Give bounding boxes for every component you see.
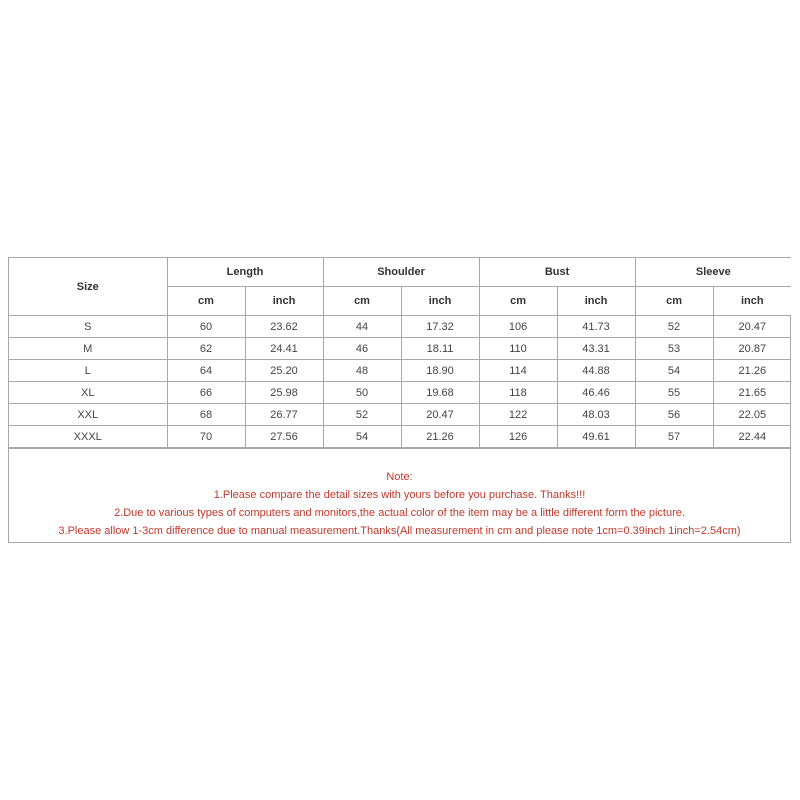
sleeve-inch-header: inch: [713, 287, 791, 316]
length-group-header: Length: [167, 258, 323, 287]
table-row: [9, 360, 791, 382]
table-row: [9, 404, 791, 426]
value-cell: 68: [167, 404, 245, 426]
value-cell: 25.20: [245, 360, 323, 382]
value-cell: 46: [323, 338, 401, 360]
value-cell: 46.46: [557, 382, 635, 404]
value-cell: 60: [167, 316, 245, 338]
value-cell: 114: [479, 360, 557, 382]
value-cell: 52: [323, 404, 401, 426]
size-chart: [8, 257, 791, 543]
sleeve-cm-header: cm: [635, 287, 713, 316]
length-inch-header: inch: [245, 287, 323, 316]
value-cell: 20.87: [713, 338, 791, 360]
value-cell: 48: [323, 360, 401, 382]
value-cell: 25.98: [245, 382, 323, 404]
shoulder-group-header: Shoulder: [323, 258, 479, 287]
value-cell: 53: [635, 338, 713, 360]
note-title: Note:: [386, 471, 413, 483]
value-cell: 54: [635, 360, 713, 382]
value-cell: 54: [323, 426, 401, 448]
size-cell: M: [9, 338, 167, 360]
value-cell: 19.68: [401, 382, 479, 404]
bust-group-header: Bust: [479, 258, 635, 287]
value-cell: 27.56: [245, 426, 323, 448]
value-cell: 21.26: [713, 360, 791, 382]
value-cell: 22.05: [713, 404, 791, 426]
value-cell: 49.61: [557, 426, 635, 448]
size-cell: S: [9, 316, 167, 338]
value-cell: 22.44: [713, 426, 791, 448]
bust-cm-header: cm: [479, 287, 557, 316]
table-row: [9, 426, 791, 448]
note-line-2: 2.Due to various types of computers and monitors,the actual color of the item may be a little different form the picture.: [114, 507, 685, 519]
value-cell: 55: [635, 382, 713, 404]
value-cell: 57: [635, 426, 713, 448]
value-cell: 44: [323, 316, 401, 338]
value-cell: 118: [479, 382, 557, 404]
size-cell: XXXL: [9, 426, 167, 448]
value-cell: 26.77: [245, 404, 323, 426]
length-cm-header: cm: [167, 287, 245, 316]
value-cell: 44.88: [557, 360, 635, 382]
note-line-3: 3.Please allow 1-3cm difference due to manual measurement.Thanks(All measurement in cm and please note 1cm=0.39inch 1inch=2.54cm): [58, 525, 741, 537]
bust-inch-header: inch: [557, 287, 635, 316]
value-cell: 126: [479, 426, 557, 448]
value-cell: 21.65: [713, 382, 791, 404]
value-cell: 18.90: [401, 360, 479, 382]
value-cell: 50: [323, 382, 401, 404]
value-cell: 24.41: [245, 338, 323, 360]
value-cell: 122: [479, 404, 557, 426]
value-cell: 41.73: [557, 316, 635, 338]
shoulder-cm-header: cm: [323, 287, 401, 316]
value-cell: 17.32: [401, 316, 479, 338]
group-header-row: [9, 258, 791, 287]
shoulder-inch-header: inch: [401, 287, 479, 316]
table-row: [9, 382, 791, 404]
value-cell: 21.26: [401, 426, 479, 448]
value-cell: 70: [167, 426, 245, 448]
size-cell: XL: [9, 382, 167, 404]
value-cell: 66: [167, 382, 245, 404]
table-body: [9, 316, 791, 448]
table-row: [9, 338, 791, 360]
value-cell: 43.31: [557, 338, 635, 360]
value-cell: 18.11: [401, 338, 479, 360]
sleeve-group-header: Sleeve: [635, 258, 791, 287]
value-cell: 110: [479, 338, 557, 360]
value-cell: 52: [635, 316, 713, 338]
value-cell: 20.47: [401, 404, 479, 426]
size-cell: L: [9, 360, 167, 382]
value-cell: 106: [479, 316, 557, 338]
value-cell: 62: [167, 338, 245, 360]
size-column-header: Size: [9, 258, 167, 316]
table-row: [9, 316, 791, 338]
value-cell: 23.62: [245, 316, 323, 338]
value-cell: 20.47: [713, 316, 791, 338]
value-cell: 56: [635, 404, 713, 426]
notes-section: [9, 448, 790, 539]
value-cell: 64: [167, 360, 245, 382]
value-cell: 48.03: [557, 404, 635, 426]
size-table: [9, 258, 791, 448]
size-cell: XXL: [9, 404, 167, 426]
note-line-1: 1.Please compare the detail sizes with yours before you purchase. Thanks!!!: [213, 489, 586, 501]
